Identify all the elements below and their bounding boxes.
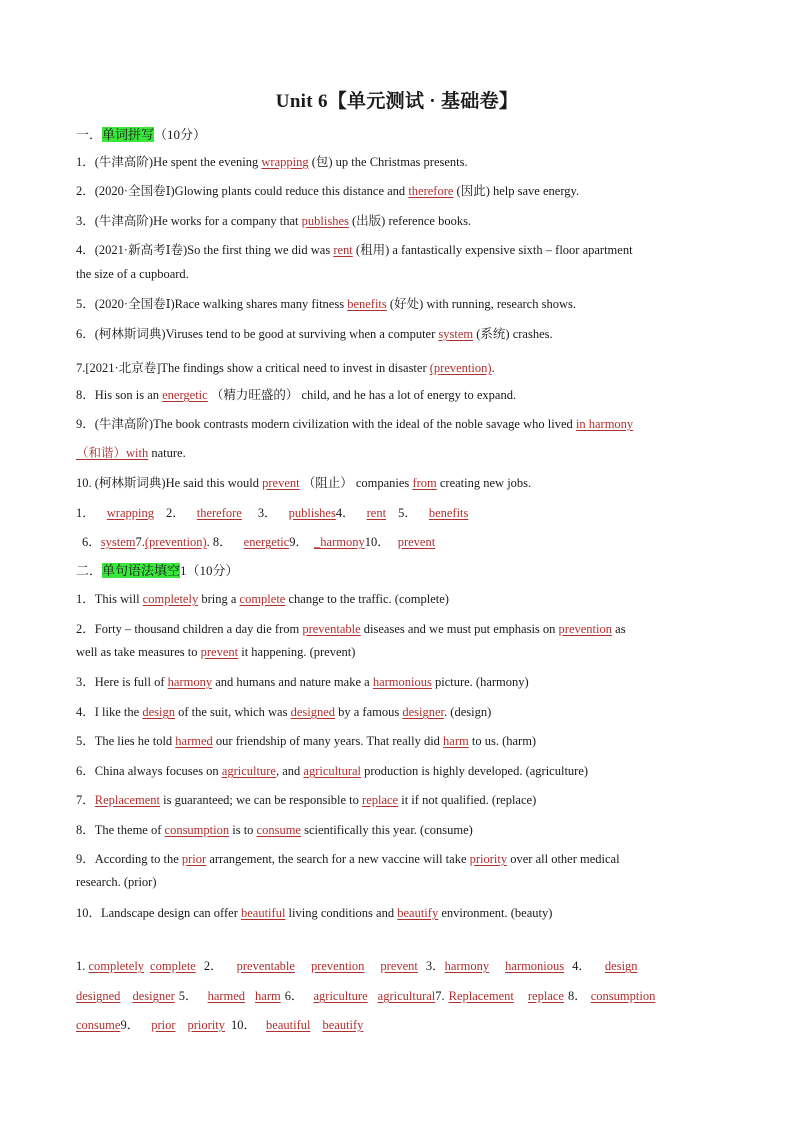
answer-number: 8． [567, 989, 587, 1003]
question-2-10 [76, 903, 718, 921]
answer-word: designed [76, 989, 121, 1003]
q-text: 1．This will [76, 592, 143, 606]
answer-number: 6． [82, 535, 101, 549]
answer-number: 5． [398, 506, 417, 520]
section-header-spelling [76, 124, 206, 143]
q-text: (系统) crashes. [473, 327, 553, 341]
q-text: . [491, 361, 495, 375]
q-text: environment. (beauty) [438, 906, 553, 920]
q-text: 5．(2020·全国卷Ⅰ)Race walking shares many fitness [76, 297, 348, 311]
section-score: 1（10分） [180, 563, 239, 578]
answer-blank: beautify [397, 906, 439, 920]
answer-word: harmed [207, 989, 246, 1003]
answer-number: 3． [425, 959, 445, 973]
q-text: 8．The theme of [76, 823, 165, 837]
answer-blank: prior [181, 852, 207, 866]
answer-blank: benefits [347, 297, 387, 311]
q-text: 8．His son is an [76, 388, 163, 402]
q-text: diseases and we must put emphasis on [360, 622, 559, 636]
question-1-9-cont [76, 443, 718, 461]
question-2-2-cont [76, 645, 718, 660]
answer-blank: (prevention) [429, 361, 492, 375]
q-text: 2．(2020·全国卷Ⅰ)Glowing plants could reduce this distance and [76, 184, 409, 198]
question-1-5 [76, 294, 718, 312]
answer-blank: system [438, 327, 474, 341]
q-text: is guaranteed; we can be responsible to [160, 793, 363, 807]
question-2-5 [76, 731, 718, 749]
answer-blank: energetic [162, 388, 208, 402]
question-2-8 [76, 820, 718, 838]
question-1-2 [76, 181, 718, 199]
q-text: it happening. (prevent) [238, 645, 356, 659]
question-2-9 [76, 849, 718, 867]
answer-number: 2． [165, 506, 185, 520]
q-text: 10．Landscape design can offer [76, 906, 241, 920]
q-text: by a famous [335, 705, 403, 719]
q-text: over all other medical [507, 852, 620, 866]
answer-number: . 8． [206, 535, 232, 549]
q-text: , and [275, 764, 304, 778]
answer-word: complete [150, 959, 196, 973]
answer-number: 7. [435, 989, 445, 1003]
answer-blank: Replacement [94, 793, 161, 807]
answer-word: consumption [590, 989, 656, 1003]
answer-blank: design [142, 705, 175, 719]
page-title: Unit 6【单元测试 · 基础卷】 [275, 91, 519, 112]
answer-blank: rent [333, 243, 353, 257]
q-text: 5．The lies he told [76, 734, 176, 748]
q-text: （阻止） companies [299, 476, 413, 490]
answer-number: 1. [76, 959, 89, 973]
answer-word: consume [76, 1018, 121, 1032]
answer-word: publishes [288, 506, 336, 520]
section-label-highlight: 单句语法填空 [102, 563, 181, 578]
q-text: it if not qualified. (replace) [398, 793, 537, 807]
q-text: 3．Here is full of [76, 675, 168, 689]
question-1-6 [76, 324, 718, 342]
answer-word: priority [187, 1018, 226, 1032]
q-text: production is highly developed. (agriculture) [361, 764, 589, 778]
answer-number: 4． [572, 959, 591, 973]
q-text: scientifically this year. (consume) [300, 823, 473, 837]
question-1-1 [76, 152, 718, 170]
answer-blank: complete [239, 592, 286, 606]
answer-word: design [604, 959, 638, 973]
answer-blank: （和谐）with [76, 446, 149, 460]
answer-blank: replace [362, 793, 399, 807]
q-text: nature. [148, 446, 186, 460]
answer-word: agricultural [377, 989, 436, 1003]
q-text: 4．(2021·新高考Ⅰ卷)So the first thing we did was [76, 243, 334, 257]
question-2-3 [76, 672, 718, 690]
answer-word: harmony [444, 959, 490, 973]
answer-number: 2． [203, 959, 223, 973]
answer-number: 5． [178, 989, 198, 1003]
answer-number: 6． [284, 989, 304, 1003]
answer-word: Replacement [448, 989, 514, 1003]
q-text: 1．(牛津高阶)He spent the evening [76, 155, 262, 169]
q-text: (因此) help save energy. [453, 184, 580, 198]
answer-word: agriculture [313, 989, 368, 1003]
answer-blank: harmonious [372, 675, 432, 689]
answer-blank: prevent [262, 476, 300, 490]
section-score: （10分） [154, 127, 207, 142]
q-text: change to the traffic. (complete) [285, 592, 449, 606]
answer-blank: prevent [200, 645, 239, 659]
answer-word: harm [255, 989, 281, 1003]
answer-blank: publishes [301, 214, 349, 228]
q-text: 10. (柯林斯词典)He said this would [76, 476, 263, 490]
question-2-9-cont: research. (prior) [76, 875, 157, 889]
answer-word: harmonious [505, 959, 565, 973]
answer-blank: priority [469, 852, 508, 866]
question-1-10 [76, 473, 718, 491]
answer-key-1-row-2 [82, 532, 724, 550]
q-text: 4．I like the [76, 705, 143, 719]
q-text: 6．(柯林斯词典)Viruses tend to be good at surviving when a computer [76, 327, 439, 341]
question-2-1 [76, 589, 718, 607]
answer-blank: agriculture [221, 764, 276, 778]
answer-word: prevent [380, 959, 418, 973]
q-text: 9．(牛津高阶)The book contrasts modern civilization with the ideal of the noble savage who lived [76, 417, 576, 431]
answer-word: benefits [428, 506, 469, 520]
answer-blank: prevention [558, 622, 613, 636]
answer-blank: preventable [302, 622, 361, 636]
question-1-7 [76, 358, 718, 376]
q-text: picture. (harmony) [431, 675, 529, 689]
q-text: (好处) with running, research shows. [386, 297, 576, 311]
answer-number: 10． [364, 535, 390, 549]
q-text: 6．China always focuses on [76, 764, 222, 778]
answer-number: 10． [231, 1018, 257, 1032]
answer-blank: designed [290, 705, 335, 719]
answer-word: prevent [397, 535, 436, 549]
answer-number: 9． [289, 535, 309, 549]
q-text: 3．(牛津高阶)He works for a company that [76, 214, 302, 228]
answer-number: 4． [335, 506, 355, 520]
answer-blank: from [412, 476, 437, 490]
answer-blank: consumption [164, 823, 230, 837]
answer-blank: beautiful [240, 906, 286, 920]
q-text: to us. (harm) [468, 734, 537, 748]
answer-word: wrapping [106, 506, 154, 520]
answer-key-2-row-1 [76, 956, 718, 974]
answer-word: _harmony [314, 535, 365, 549]
question-1-9 [76, 414, 718, 432]
answer-word: prior [151, 1018, 176, 1032]
section-header-grammar [76, 560, 239, 579]
answer-key-2-row-3 [76, 1015, 718, 1033]
answer-word: beautify [322, 1018, 364, 1032]
answer-word: prevention [310, 959, 365, 973]
q-text: . (design) [444, 705, 492, 719]
answer-blank: in harmony [575, 417, 634, 431]
answer-number: 1． [76, 506, 95, 520]
q-text: (出版) reference books. [348, 214, 472, 228]
q-text: well as take measures to [76, 645, 201, 659]
question-2-2 [76, 619, 718, 637]
q-text: （精力旺盛的） child, and he has a lot of energy to expand. [207, 388, 517, 402]
q-text: creating new jobs. [436, 476, 532, 490]
answer-word: replace [527, 989, 564, 1003]
answer-blank: completely [142, 592, 199, 606]
answer-word: (prevention) [144, 535, 207, 549]
q-text: (包) up the Christmas presents. [308, 155, 468, 169]
section-label-highlight: 单词拼写 [102, 127, 155, 142]
q-text: (租用) a fantastically expensive sixth – floor apartment [352, 243, 633, 257]
answer-word: rent [366, 506, 387, 520]
answer-number: 3． [257, 506, 277, 520]
q-text: is to [229, 823, 257, 837]
q-text: living conditions and [285, 906, 398, 920]
section-number: 一． [76, 127, 103, 142]
answer-key-1-row-1 [76, 503, 718, 521]
q-text: arrangement, the search for a new vaccine will take [206, 852, 470, 866]
answer-word: completely [88, 959, 145, 973]
answer-blank: wrapping [261, 155, 309, 169]
answer-blank: designer [402, 705, 445, 719]
question-1-4 [76, 240, 718, 258]
question-2-7 [76, 790, 718, 808]
answer-blank: harm [443, 734, 469, 748]
answer-word: beautiful [266, 1018, 311, 1032]
answer-blank: harmed [175, 734, 213, 748]
q-text: 7.[2021·北京卷]The findings show a critical need to invest in disaster [76, 361, 430, 375]
q-text: 9．According to the [76, 852, 182, 866]
answer-word: designer [132, 989, 175, 1003]
answer-word: preventable [236, 959, 295, 973]
answer-blank: harmony [167, 675, 213, 689]
q-text: 2．Forty – thousand children a day die from [76, 622, 303, 636]
answer-number: 7. [135, 535, 145, 549]
answer-word: energetic [243, 535, 290, 549]
answer-key-2-row-2 [76, 986, 718, 1004]
answer-word: system [100, 535, 136, 549]
q-text: and humans and nature make a [212, 675, 373, 689]
question-1-8 [76, 385, 718, 403]
answer-blank: therefore [408, 184, 454, 198]
q-text: bring a [198, 592, 240, 606]
question-1-4-cont: the size of a cupboard. [76, 267, 189, 281]
section-number: 二． [76, 563, 103, 578]
answer-number: 9． [120, 1018, 140, 1032]
question-1-3 [76, 211, 718, 229]
q-text: as [612, 622, 626, 636]
q-text: of the suit, which was [174, 705, 291, 719]
question-2-6 [76, 761, 718, 779]
answer-blank: consume [256, 823, 301, 837]
q-text: 7． [76, 793, 95, 807]
answer-word: therefore [196, 506, 242, 520]
q-text: our friendship of many years. That really did [212, 734, 444, 748]
answer-blank: agricultural [303, 764, 362, 778]
question-2-4 [76, 702, 718, 720]
